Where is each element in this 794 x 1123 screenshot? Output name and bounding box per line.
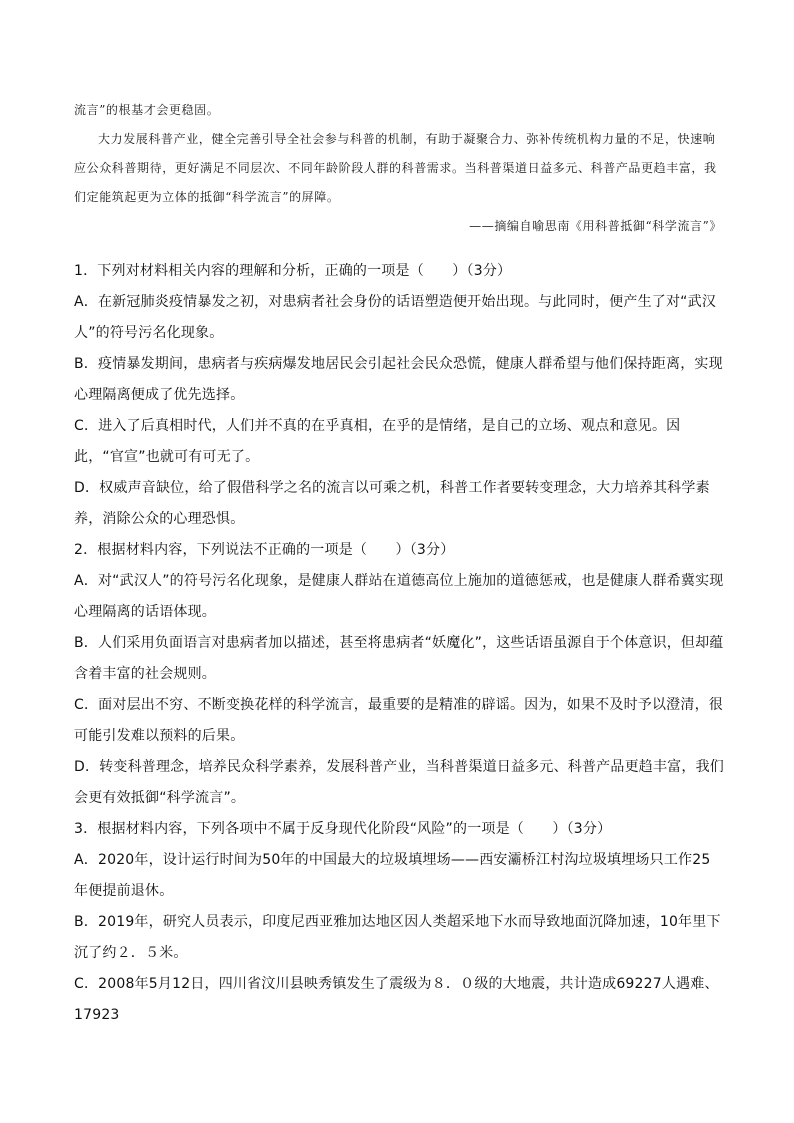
passage-attribution: ——摘编自喻思南《用科普抵御“科学流言”》 bbox=[469, 219, 722, 233]
answer-option: B．人们采用负面语言对患病者加以描述，甚至将患病者“妖魔化”，这些话语虽源自于个体意识，但却蕴含着丰富的社会规则。 bbox=[74, 635, 724, 682]
question-list bbox=[74, 256, 724, 1031]
passage-paragraph: 大力发展科普产业，健全完善引导全社会参与科普的机制，有助于凝聚合力、弥补传统机构力量的不足，快速响应公众科普期待，更好满足不同层次、不同年龄阶段人群的科普需求。当科普渠道日益多元、科普产品更趋丰富，我们定能筑起更为立体的抵御“科学流言”的屏障。 bbox=[74, 132, 717, 204]
question-stem: 3．根据材料内容，下列各项中不属于反身现代化阶段“风险”的一项是（ ）（3分） bbox=[74, 821, 612, 837]
question-1 bbox=[74, 256, 724, 535]
answer-option: C．进入了后真相时代，人们并不真的在乎真相，在乎的是情绪，是自己的立场、观点和意见。因此，“官宣”也就可有可无了。 bbox=[74, 418, 681, 465]
answer-option: B．疫情暴发期间，患病者与疾病爆发地居民会引起社会民众恐慌，健康人群希望与他们保持距离，实现心理隔离便成了优先选择。 bbox=[74, 356, 723, 403]
answer-option: D．转变科普理念，培养民众科学素养，发展科普产业，当科普渠道日益多元、科普产品更趋丰富，我们会更有效抵御“科学流言”。 bbox=[74, 759, 724, 806]
answer-option: D．权威声音缺位，给了假借科学之名的流言以可乘之机，科普工作者要转变理念，大力培养其科学素养，消除公众的心理恐惧。 bbox=[74, 480, 710, 527]
question-stem: 1．下列对材料相关内容的理解和分析，正确的一项是（ ）（3分） bbox=[74, 263, 512, 279]
answer-option: C．2008年5月12日，四川省汶川县映秀镇发生了震级为８．０级的大地震，共计造成69227人遇难、17923 bbox=[74, 976, 719, 1023]
answer-option: A．对“武汉人”的符号污名化现象，是健康人群站在道德高位上施加的道德惩戒，也是健康人群希冀实现心理隔离的话语体现。 bbox=[74, 573, 724, 620]
question-stem: 2．根据材料内容，下列说法不正确的一项是（ ）（3分） bbox=[74, 542, 455, 558]
answer-option: B．2019年，研究人员表示，印度尼西亚雅加达地区因人类超采地下水而导致地面沉降加速，10年里下沉了约２．５米。 bbox=[74, 914, 721, 961]
source-passage bbox=[74, 96, 722, 241]
question-3 bbox=[74, 814, 724, 1031]
answer-option: C．面对层出不穷、不断变换花样的科学流言，最重要的是精准的辟谣。因为，如果不及时予以澄清，很可能引发难以预料的后果。 bbox=[74, 697, 723, 744]
answer-option: A．在新冠肺炎疫情暴发之初，对患病者社会身份的话语塑造便开始出现。与此同时，便产生了对“武汉人”的符号污名化现象。 bbox=[74, 294, 717, 341]
passage-line: 流言”的根基才会更稳固。 bbox=[74, 103, 220, 117]
answer-option: A．2020年，设计运行时间为50年的中国最大的垃圾填埋场——西安灞桥江村沟垃圾填埋场只工作25年便提前退休。 bbox=[74, 852, 711, 899]
question-2 bbox=[74, 535, 724, 814]
